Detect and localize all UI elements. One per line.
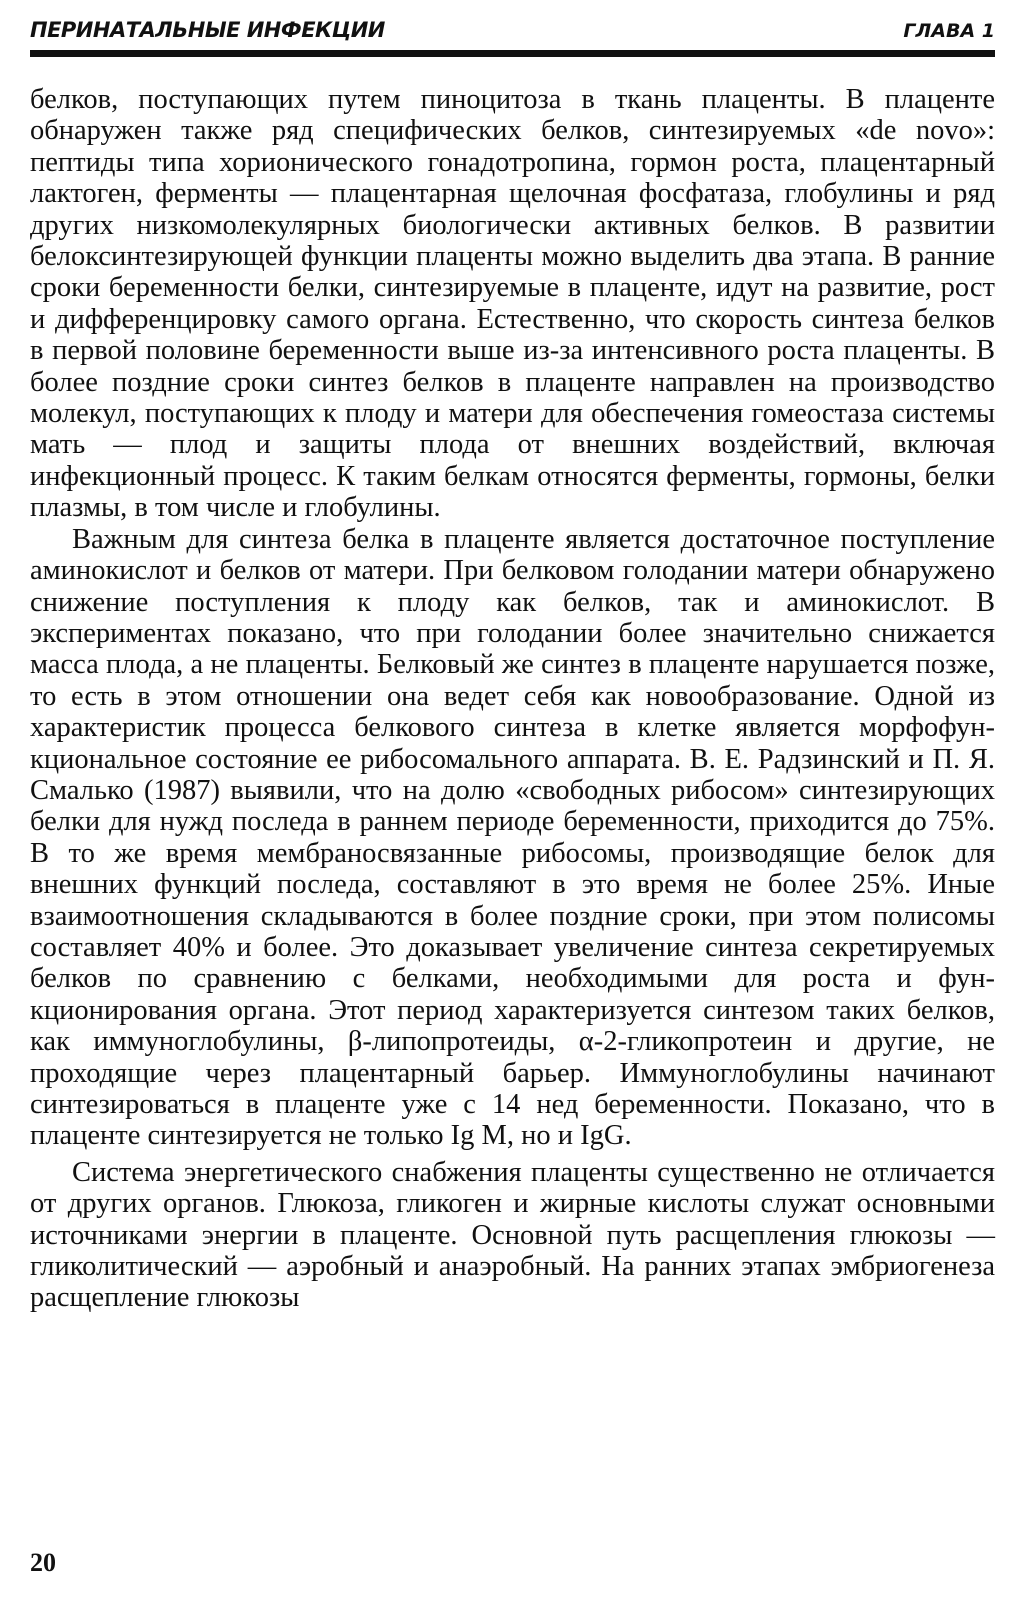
chapter-label: ГЛАВА 1: [903, 20, 995, 42]
paragraph: Система энергетического снабжения плаценты существенно не отличается от других органов. Глюкоза, гликоген и жирные кислоты служат основными источниками энергии в плаценте. Основной путь расщепления глюкозы — гликолитический — аэробный и анаэробный. На ранних этапах эмбриогенеза расщепление глюкозы: [30, 1156, 995, 1314]
header-rule: [30, 50, 995, 57]
paragraph: белков, поступающих путем пиноцитоза в ткань плаценты. В плаценте обнаружен также ряд специфических белков, синтезируемых «de novo»: пептиды типа хорионического гонадотропина, гормон роста, плацентарный лактоген, ферменты — плацентарная щелочная фосфатаза, глобулины и ряд других низкомолекулярных биологически активных белков. В развитии белоксинтезирующей функции плаценты можно выделить два этапа. В ранние сроки беременности белки, синтезируемые в плаценте, идут на развитие, рост и дифференцировку самого органа. Естественно, что скорость синтеза белков в первой половине беременности выше из-за интенсивного роста плаценты. В более поздние сроки синтез белков в плаценте направлен на производство молекул, поступающих к плоду и матери для обеспечения гомеостаза системы мать — плод и защиты плода от внешних воздействий, включая инфекционный процесс. К таким белкам относятся ферменты, гормоны, белки плазмы, в том числе и глобулины.: [30, 84, 995, 524]
running-head: ПЕРИНАТАЛЬНЫЕ ИНФЕКЦИИ: [30, 18, 385, 42]
page-number: 20: [30, 1548, 56, 1577]
paragraph: Важным для синтеза белка в плаценте является достаточное поступление аминокислот и белков от матери. При белковом голодании матери обнаружено снижение поступления к плоду как белков, так и аминокислот. В экспериментах показано, что при голодании более значительно снижается масса плода, а не плаценты. Белковый же синтез в плаценте нарушается позже, то есть в этом отношении она ведет себя как новообразование. Одной из характеристик процесса белкового синтеза в клетке является морфофункциональное состояние ее рибосомального аппарата. В. Е. Радзинский и П. Я. Смалько (1987) выявили, что на долю «свободных рибосом» синтезирующих белки для нужд последа в раннем периоде беременности, приходится до 75%. В то же время мембраносвязанные рибосомы, производящие белок для внешних функций последа, составляют в это время не более 25%. Иные взаимоотношения складываются в более поздние сроки, при этом полисомы составляет 40% и более. Это доказывает увеличение синтеза секретируемых белков по сравнению с белками, необходимыми для роста и функционирования органа. Этот период характеризуется синтезом таких белков, как иммуноглобулины, β-липопротеиды, α-2-гликопротеин и другие, не проходящие через плацентарный барьер. Иммуноглобулины начинают синтезироваться в плаценте уже с 14 нед беременности. Показано, что в плаценте синтезируется не только Ig M, но и IgG.: [30, 523, 995, 1152]
body-text: [30, 84, 995, 1314]
page-header: [30, 14, 995, 54]
